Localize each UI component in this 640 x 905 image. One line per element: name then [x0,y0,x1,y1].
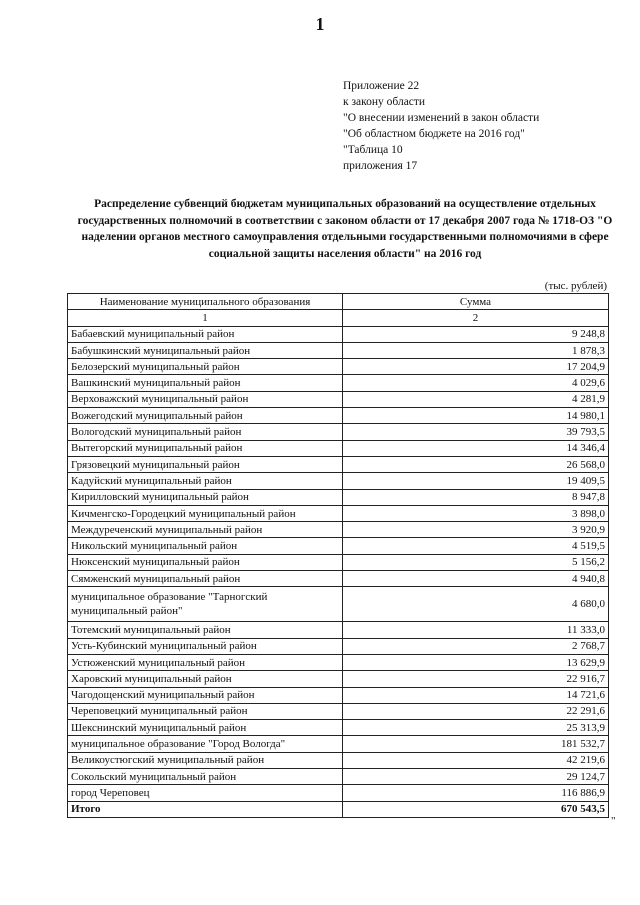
table-row [68,769,609,785]
appendix-line: "Об областном бюджете на 2016 год" [343,128,525,140]
table-row [68,440,609,456]
subvention-amount: 42 219,6 [343,752,609,768]
total-amount: 670 543,5 [343,801,609,817]
table-row [68,342,609,358]
column-number-1: 1 [68,310,343,326]
municipality-name: Шекснинский муниципальный район [68,720,343,736]
subvention-amount: 181 532,7 [343,736,609,752]
municipality-name: Нюксенский муниципальный район [68,554,343,570]
subvention-amount: 13 629,9 [343,654,609,670]
municipality-name: Кичменгско-Городецкий муниципальный район [68,505,343,521]
table-row [68,359,609,375]
municipality-name: Бабаевский муниципальный район [68,326,343,342]
table-row [68,489,609,505]
subvention-amount: 14 346,4 [343,440,609,456]
table-row [68,687,609,703]
table-row [68,538,609,554]
municipality-name: Великоустюгский муниципальный район [68,752,343,768]
subvention-amount: 17 204,9 [343,359,609,375]
column-number-2: 2 [343,310,609,326]
column-header-sum: Сумма [343,294,609,310]
subvention-amount: 14 980,1 [343,408,609,424]
table-row [68,785,609,801]
appendix-line: приложения 17 [343,160,418,172]
table-row [68,736,609,752]
subvention-amount: 14 721,6 [343,687,609,703]
table-header-row [68,294,609,310]
appendix-line: "О внесении изменений в закон области [343,112,540,124]
subvention-amount: 4 029,6 [343,375,609,391]
subvention-amount: 3 898,0 [343,505,609,521]
table-row [68,408,609,424]
subvention-amount: 2 768,7 [343,638,609,654]
table-row [68,456,609,472]
subvention-amount: 25 313,9 [343,720,609,736]
total-label: Итого [68,801,343,817]
table-row [68,703,609,719]
municipality-name: город Череповец [68,785,343,801]
municipality-name: Верховажский муниципальный район [68,391,343,407]
subvention-amount: 1 878,3 [343,342,609,358]
table-row [68,375,609,391]
table-row [68,752,609,768]
subvention-amount: 29 124,7 [343,769,609,785]
table-row [68,638,609,654]
subvention-amount: 11 333,0 [343,622,609,638]
subvention-amount: 26 568,0 [343,456,609,472]
table-row [68,654,609,670]
municipality-name: Вожегодский муниципальный район [68,408,343,424]
subvention-amount: 22 916,7 [343,671,609,687]
municipality-name: муниципальное образование "Тарногский муниципальный район" [68,587,343,622]
subvention-amount: 116 886,9 [343,785,609,801]
municipality-name: Тотемский муниципальный район [68,622,343,638]
table-row [68,571,609,587]
municipality-name: Вашкинский муниципальный район [68,375,343,391]
subvention-amount: 4 519,5 [343,538,609,554]
subvention-amount: 8 947,8 [343,489,609,505]
municipality-name: Череповецкий муниципальный район [68,703,343,719]
table-row [68,554,609,570]
table-row [68,622,609,638]
closing-quote: " [611,815,616,827]
table-row [68,522,609,538]
municipality-name: муниципальное образование "Город Вологда" [68,736,343,752]
table-row [68,473,609,489]
table-row [68,505,609,521]
municipality-name: Белозерский муниципальный район [68,359,343,375]
municipality-name: Кирилловский муниципальный район [68,489,343,505]
table-row [68,424,609,440]
table-row [68,587,609,622]
subvention-amount: 19 409,5 [343,473,609,489]
appendix-header [343,78,539,174]
column-header-name: Наименование муниципального образования [68,294,343,310]
municipality-name: Никольский муниципальный район [68,538,343,554]
municipality-name: Устюженский муниципальный район [68,654,343,670]
subvention-amount: 5 156,2 [343,554,609,570]
municipality-name: Кадуйский муниципальный район [68,473,343,489]
table-row [68,720,609,736]
table-row [68,326,609,342]
table-header-numbers-row [68,310,609,326]
municipality-name: Бабушкинский муниципальный район [68,342,343,358]
unit-label: (тыс. рублей) [544,280,607,292]
municipality-name: Сямженский муниципальный район [68,571,343,587]
appendix-line: Приложение 22 [343,80,420,92]
subvention-table [67,293,609,818]
appendix-line: "Таблица 10 [343,144,403,156]
municipality-name: Грязовецкий муниципальный район [68,456,343,472]
total-row [68,801,609,817]
subvention-amount: 39 793,5 [343,424,609,440]
municipality-name: Вологодский муниципальный район [68,424,343,440]
subvention-amount: 4 680,0 [343,587,609,622]
subvention-amount: 9 248,8 [343,326,609,342]
municipality-name: Усть-Кубинский муниципальный район [68,638,343,654]
subvention-amount: 22 291,6 [343,703,609,719]
municipality-name: Междуреченский муниципальный район [68,522,343,538]
table-row [68,671,609,687]
municipality-name: Чагодощенский муниципальный район [68,687,343,703]
subvention-amount: 4 940,8 [343,571,609,587]
document-title: Распределение субвенций бюджетам муниципальных образований на осуществление отдельных государственных полномочий в соответствии с законом области от 17 декабря 2007 года № 1718-ОЗ "О наделении органов местного самоуправления отдельными государственными полномочиями в сфере социальной защиты населения области" на 2016 год [77,198,613,260]
municipality-name: Харовский муниципальный район [68,671,343,687]
municipality-name: Сокольский муниципальный район [68,769,343,785]
municipality-name: Вытегорский муниципальный район [68,440,343,456]
subvention-amount: 3 920,9 [343,522,609,538]
appendix-line: к закону области [343,96,426,108]
page-number: 1 [315,14,325,34]
table-row [68,391,609,407]
subvention-amount: 4 281,9 [343,391,609,407]
